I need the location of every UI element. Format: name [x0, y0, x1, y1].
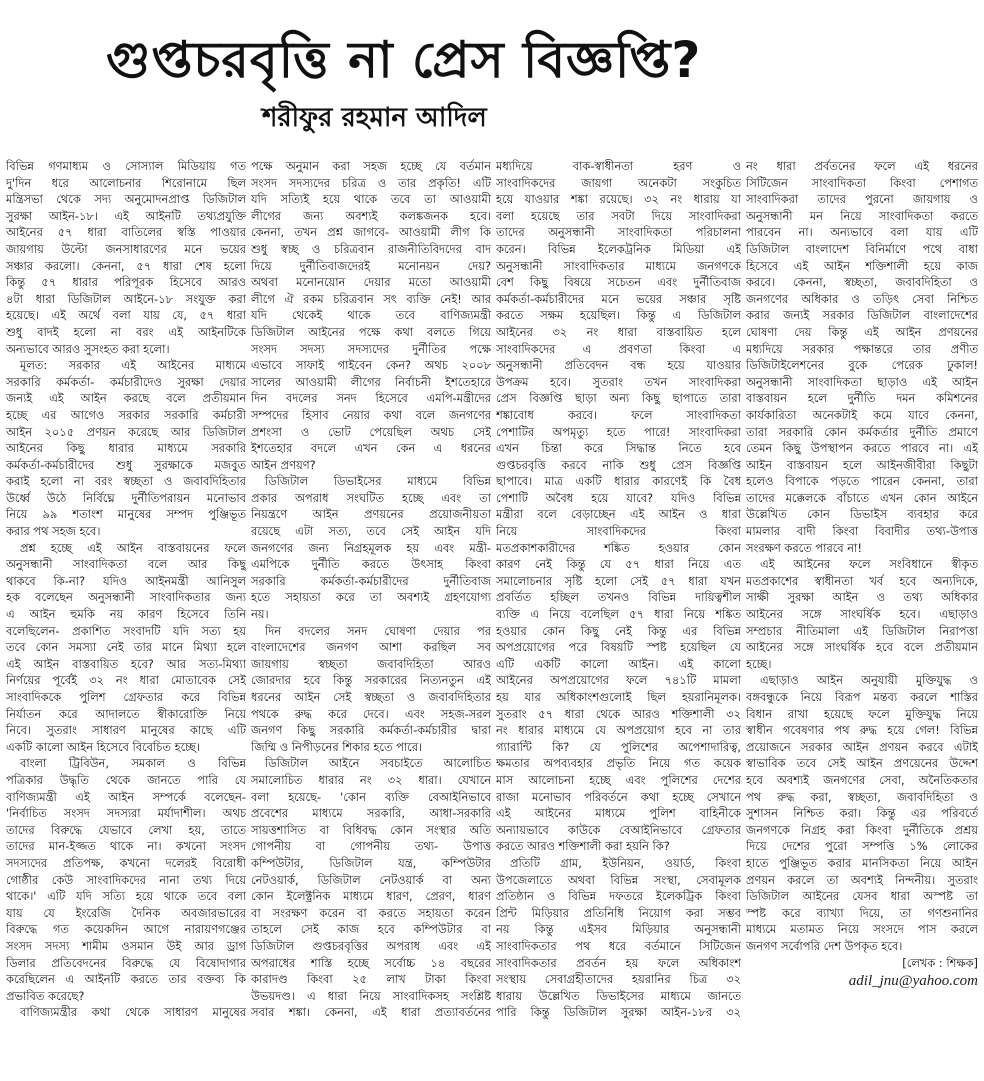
text-line: হতে সহায়তা করে তা অবশ্যই গ্রহণযোগ্য — [251, 590, 491, 605]
text-line: দু'দিন ধরে আলোচনার শিরোনামে ছিল — [6, 175, 246, 190]
text-line: সুশাসন নিশ্চিত করা। কিন্তু এর পরিবর্তে — [746, 806, 978, 821]
text-line: জনগণ কিছু সরকারি কর্মকর্তা-কর্মচারীর দ্বারা — [251, 723, 491, 738]
text-line: উপজেলাতে অথবা বিভিন্ন সংস্থা, সেবামূলক — [496, 872, 741, 887]
text-line: থাকবে কি-না? যদিও আইনমন্ত্রী আনিসুল — [6, 573, 246, 588]
text-line: অনুসন্ধানী সাংবাদিকতা ছাড়াও এই আইন — [746, 374, 978, 389]
byline: শরীফুর রহমান আদিল — [262, 103, 487, 133]
text-line: নিয়ন্ত্রণে আইন প্রণয়নের প্রয়োজনীয়তা — [251, 507, 491, 522]
text-line: এটি একটি কালো আইন। এই কালো — [496, 656, 741, 671]
text-line: তাদের বিরুদ্ধে যেভাবে লেখা হয়, তাতে — [6, 822, 246, 837]
text-line: এই আইনের ফলে সংবিধানে স্বীকৃত — [760, 557, 978, 572]
text-line: অনুসন্ধানী মন নিয়ে সাংবাদিকতা করতে — [746, 208, 978, 223]
text-line: সবার শঙ্কা। কেননা, এই ধারা প্রত্যাবর্তনের — [251, 1005, 491, 1020]
text-line: কেননা, তখন প্রশ্ন জাগবে- আওয়ামী লীগ কি — [251, 225, 491, 240]
text-line: হবে অবশ্যই জনগণের সেবা, অনৈতিকতার — [746, 772, 978, 787]
text-line: কিন্তু ৫৭ ধারার পরিপূরক হিসেবে আরও — [6, 275, 246, 290]
text-line: যায় যে ইংরেজি দৈনিক অবজারভারের — [6, 905, 246, 920]
text-line: বাংলা ট্রিবিউন, সমকাল ও বিভিন্ন — [20, 756, 246, 771]
text-line: সংসদ সদস্যদের চরিত্র ও তার প্রকৃতি! এটি — [251, 175, 491, 190]
text-line: ক্ষমতার অপব্যবহার প্রভৃতি নিয়ে গত কয়েক — [496, 756, 741, 771]
text-line: জনগণকে নিগ্রহ করা কিংবা দুর্নীতিকে প্রশ্রয় — [746, 822, 978, 837]
text-line: পেশাটি অবৈধ হয়ে যাবে? যদিও বিভিন্ন — [496, 490, 741, 505]
text-line: জায়গায় স্বচ্ছতা জবাবদিহিতা আরও — [251, 656, 491, 671]
text-line: জোরদার হবে কিন্তু সরকারের নিত্যনতুন এই — [251, 673, 491, 688]
text-line: নয়। — [251, 607, 269, 622]
text-line: বঙ্গবন্ধুকে নিয়ে বিরূপ মন্তব্য করলে শাস্তির — [746, 690, 978, 704]
text-line: সাংবাদিকতার প্রবর্তন হয় ফলে অধিকাংশ — [496, 955, 741, 970]
text-line: সুরক্ষা আইন-১৮। এই আইনটি তথ্যপ্রযুক্তি — [6, 208, 246, 223]
text-line: করবে। কেননা, স্বচ্ছতা, জবাবদিহিতা ও — [746, 275, 978, 290]
text-line: স্বাধীন গবেষণার পথ রুদ্ধ হয়ে গেল! বিভিন্ন — [746, 723, 978, 738]
article-column-2 — [251, 158, 491, 1021]
text-line: নির্যাতন করে আদালতে স্বীকারোক্তি নিয়ে — [6, 706, 246, 721]
text-line: বাণিজ্যমন্ত্রী এই আইন সম্পর্কে বলেছেন- — [6, 789, 246, 804]
text-line: সায়ত্তশাসিত বা বিধিবদ্ধ কোন সংস্থার অতি — [251, 822, 491, 837]
text-line: অন্যায়ভাবে কাউকে বেআইনিভাবে গ্রেফতার — [496, 822, 741, 837]
text-line: আইন প্রণয়ণ? — [251, 457, 316, 472]
text-line: করতে আরও শক্তিশালী করা হয়নি কি? — [496, 839, 670, 854]
text-line: এভাবে সাফাই গাইবেন কেন? অথচ ২০০৮ — [251, 358, 491, 373]
text-line: হচ্ছে এর আগেও সরকার সরকারি কর্মচারী — [6, 407, 246, 422]
text-line: যদি সত্যিই হয়ে থাকে তবে তা আওয়ামী — [251, 192, 491, 207]
text-line: মধ্যদিয়ে বাক-স্বাধীনতা হরণ ও — [496, 159, 741, 173]
text-line: প্রভাবিত করেছে? — [6, 988, 85, 1003]
text-line: এখন চিন্তা করে সিদ্ধান্ত নিতে হবে — [496, 441, 741, 456]
text-line: প্রবেশের মাধ্যমে সরকারি, আধা-সরকারি — [251, 806, 491, 821]
text-line: ডিজিটাল আইনের যেসব ধারা অস্পষ্ট তা — [746, 889, 978, 904]
text-line: ডিজিটাল বাংলাদেশ বিনির্মাণে পথে বাধা — [746, 241, 978, 256]
text-line: সিটিজেন সাংবাদিকতা কিংবা পেশাগত — [746, 175, 978, 190]
text-line: সাক্ষী সুরক্ষা আইন ও তথ্য অধিকার — [746, 590, 978, 605]
text-line: অনুসন্ধানী সাংবাদিকতার মাধ্যমে জনগণকে — [496, 258, 741, 273]
text-line: কম্পিউটার, ডিজিটাল যন্ত্র, কম্পিউটার — [251, 855, 491, 870]
text-line: জন্যই এই আইন করছে বলে প্রতীয়মান — [6, 391, 246, 406]
text-line: থাকে।' এটি যদি সত্যি হয়ে থাকে তবে বলা — [6, 889, 246, 904]
author-email-link[interactable]: adil_jnu@yahoo.com — [848, 973, 978, 990]
text-line: তবে কোন সমস্যা নেই তার মানে মিথ্যা হলে — [6, 640, 246, 655]
text-line: জনগণের অধিকার ও তড়িৎ সেবা নিশ্চিত — [746, 291, 978, 306]
text-line: কর্মকর্তা-কর্মচারীদের শুধু সুরক্ষাকে মজবুত — [6, 457, 246, 472]
text-line: একটি কালো আইন হিসেবে বিবেচিত হচ্ছে। — [6, 739, 200, 754]
text-line: এমপিকে দুর্নীতি করতে উৎসাহ কিংবা — [251, 557, 491, 572]
text-line: মধ্যদিয়ে সরকার পক্ষান্তরে তার প্রণীত — [746, 341, 978, 356]
text-line: বাণিজ্যমন্ত্রীর কথা থেকে সাধারণ মানুষের — [20, 1005, 246, 1020]
text-line: জিম্মি ও নিপীড়নের শিকার হতে পারে। — [251, 739, 423, 754]
text-line: সরকারি কর্মকর্তা- কর্মচারীদেও সুরক্ষা দেয়ার — [6, 374, 246, 389]
text-line: জনগণের জন্য নিগ্রহমূলক হয় এবং মন্ত্রী- — [251, 540, 491, 555]
text-line: হয়েছে। এই অর্থে বলা যায় যে, ৫৭ ধারা — [6, 308, 246, 323]
text-line: সাংবাদিকতার পথ ধরে বর্তমানে সিটিজেন — [496, 938, 741, 953]
text-line: প্রকার অপরাধ সংঘটিত হচ্ছে এবং তা — [251, 490, 491, 505]
text-line: সদস্যদের প্রতিপক্ষ, কখনো দলেরই বিরোধী — [6, 855, 246, 870]
text-line: তাদের মক্কেলকে বাঁচাতে এখন কোন আইনে — [746, 490, 978, 505]
text-line: করাই হলো না বরং স্বচ্ছতা ও জবাবদিহিতার — [6, 474, 246, 489]
text-line: নিয়ে সাংবাদিকদের কিংবা — [496, 524, 741, 539]
text-line: উর্ধ্বে উঠে নির্বিঘ্নে দুর্নীতিপরায়ন মনোভাব — [6, 490, 246, 505]
text-line: শঙ্কাবোধ করবে। ফলে সাংবাদিকতা — [496, 407, 741, 422]
text-line: শুধু স্বচ্ছ ও চরিত্রবান রাজনীতিবিদদের বাদ — [251, 241, 491, 256]
article-column-1 — [6, 158, 246, 1021]
text-line: তেমন কিছু উপস্থাপন করতে পারবে না। এই — [746, 441, 978, 456]
text-line: এই আইন বাস্তবায়িত হবে? আর সত্য-মিথ্যা — [6, 656, 246, 671]
text-line: সাংবাদিকদের এ প্রবণতা কিংবা এ — [496, 341, 741, 356]
text-line: কারণ নেই কিন্তু যে ৫৭ ধারা নিয়ে এত — [496, 557, 741, 572]
text-line: সংসদ সদস্য সদস্যদের দুর্নীতির পক্ষে — [251, 341, 491, 356]
text-line: কোন ইলেক্ট্রনিক মাধ্যমে ধারণ, প্রেরণ, ধারণ — [251, 889, 491, 904]
text-line: অনুসন্ধানী সাংবাদিকতা বলে আর কিছু — [6, 557, 246, 572]
text-line: আইনের ৫৭ ধারা বাতিলের স্বস্তি পাওয়ার — [6, 225, 246, 240]
text-line: পারি কিন্তু ডিজিটাল সুরক্ষা আইন-১৮র ৩২ — [496, 1005, 741, 1020]
headline: গুপ্তচরবৃত্তি না প্রেস বিজ্ঞপ্তি? — [106, 31, 702, 89]
text-line: আইন বাস্তবায়ন হলে আইনজীবীরা কিছুটা — [746, 457, 978, 472]
text-line: কারাদণ্ড কিংবা ২৫ লাখ টাকা কিংবা — [251, 972, 491, 987]
text-line: শুধু বাদই হলো না বরং এই আইনটিকে — [6, 324, 246, 339]
text-line: বলা হয়েছে তার সবটা দিয়ে সাংবাদিকরা — [496, 208, 741, 223]
text-line: ডিজিটাল আইনের পক্ষে কথা বলতে গিয়ে — [251, 324, 491, 339]
text-line: করেছিলেন এ আইনটি করতে তার বক্তব্য কি — [6, 972, 246, 987]
text-line: হক বলেছেন অনুসন্ধানী সাংবাদিকতার জন্য — [6, 590, 246, 605]
text-line: প্রবর্তিত হচ্ছিল তখনও বিভিন্ন দায়িত্বশীল — [496, 590, 741, 605]
text-line: কর্মকর্তা-কর্মচারীদের মনে ভয়ের সঞ্চার সৃষ্টি — [496, 291, 741, 306]
text-line: বেশ কিছু বিষয়ে সচেতন এবং দুর্নীতিবাজ — [496, 275, 741, 290]
text-line: হচ্ছে। — [746, 656, 772, 671]
text-line: আইনের সঙ্গে সাংঘর্ষিক হবে বলে প্রতীয়মান — [746, 640, 978, 655]
text-line: তাহলে সেই কাজ হবে কম্পিউটার বা — [251, 922, 491, 937]
text-line: দিন বদলের সনদ ঘোষণা দেয়ার পর — [265, 623, 491, 638]
text-line: সালের আওয়ামী লীগের নির্বাচনী ইশতেহারে — [251, 374, 491, 389]
text-line: বলেছিলেন- প্রকাশিত সংবাদটি যদি সত্য হয় — [6, 623, 246, 638]
text-line: করেন। বিভিন্ন ইলেকট্রনিক মিডিয়া এই — [496, 241, 741, 256]
text-line: ঘোষণা দেয় কিন্তু এই আইন প্রণয়নের — [746, 324, 978, 339]
text-line: প্রতিটি গ্রাম, ইউনিয়ন, ওয়ার্ড, কিংবা — [510, 855, 741, 870]
text-line: ব্যক্তি এ নিয়ে বলেছিল ৫৭ ধারা নিয়ে শঙ্কিত — [496, 607, 741, 622]
text-line: নয় কিন্তু এইসব মিড়িয়ার অনুসন্ধানী — [496, 922, 741, 937]
text-line: স্পষ্ট করে ব্যাখ্যা দিয়ে, তা গণশুনানির — [746, 905, 978, 920]
text-line: সুতরাং ৫৭ ধারা থেকে আরও শক্তিশালী ৩২ — [496, 706, 741, 721]
text-line: আইনের কিছু ধারার মাধ্যমে সরকারি — [6, 441, 246, 456]
text-line: গ্যারান্টি কি? যে পুলিশের অপেশাদারিত্ব, — [496, 739, 741, 754]
text-line: করার জন্যই সরকার ডিজিটাল বাংলাদেশের — [746, 308, 978, 323]
text-line: অন্যভাবে আরও সুসংহত করা হলো। — [6, 341, 170, 356]
text-line: এছাড়াও আইন অনুযায়ী মুক্তিযুদ্ধ ও — [760, 673, 978, 688]
text-line: লীগে ঐ রকম চরিত্রবান সৎ ব্যক্তি নেই! আর — [251, 291, 491, 306]
text-line: সঞ্চার করলো। কেননা, ৫৭ ধারা শেষ হলো — [6, 258, 246, 273]
text-line: পেশাটির অপমৃত্যু হতে পারে! সাংবাদিকরা — [496, 424, 741, 439]
text-line: ডিজিটাল গুপ্তচরবৃত্তির অপরাধ এবং এই — [251, 938, 491, 953]
text-line: প্রশংসা ও ভোট পেয়েছিল অথচ সেই — [251, 424, 491, 439]
text-line: রাজা মনোভাব পরিবর্তনে কথা হচ্ছে সেখানে — [496, 789, 741, 804]
text-line: প্রিন্ট মিড়িয়ার প্রতিনিধি নিয়োগ করা সম্ভব — [496, 905, 741, 920]
text-line: মামলার বাদী কিংবা বিবাদীর তথ্য-উপাত্ত — [746, 524, 978, 539]
text-line: ডিজিটাল আইনে সবচাইতে আলোচিত — [265, 756, 491, 771]
text-line: প্রণয়ন করলে তা অবশ্যই নিন্দনীয়। সুতরাং — [746, 872, 978, 887]
text-line: মতপ্রকাশের স্বাধীনতা খর্ব হবে অন্যদিকে, — [746, 573, 978, 588]
text-line: কার্যকারিতা অনেকটাই কমে যাবে কেননা, — [746, 407, 978, 422]
text-line: করতে সক্ষম হয়েছিল। কিন্তু এ ডিজিটাল — [496, 308, 741, 323]
text-line: রয়েছে এটা সত্য, তবে সেই আইন যদি — [251, 524, 491, 539]
text-line: পথকে রুদ্ধ করে দেবে। এবং সহজ-সরল — [251, 706, 491, 721]
text-line: নেটওয়ার্ক, ডিজিটাল নেটওয়ার্ক বা অন্য — [251, 872, 491, 887]
text-line: নং ধারা প্রর্বতনের ফলে এই ধরনের — [746, 159, 978, 173]
text-line: এ আইন হুমকি নয় কারণ হিসেবে তিনি — [6, 607, 246, 622]
text-line: বলা হয়েছে- 'কোন ব্যক্তি বেআইনিভাবে — [251, 789, 491, 804]
text-line: লীগের জন্য অবশ্যই কলঙ্কজনক হবে। — [251, 208, 491, 223]
text-line: এই আইনের মাধ্যমে পুলিশ বাহিনীকে — [496, 806, 741, 821]
text-line: অপরাধের শাস্তি হচ্ছে সর্বোচ্চ ১৪ বছরের — [251, 955, 491, 970]
text-line: স্বাভাবিক তবে সেই আইন প্রণয়েনের উদ্দেশ — [746, 756, 978, 771]
text-line: জায়গায় উল্টো জনসাধারণের মনে ভয়ের — [6, 241, 246, 256]
text-line: তাদের অনুসন্ধানী সাংবাদিকতা পরিচালনা — [496, 225, 741, 240]
text-line: দিন বদলের সনদ হিসেবে এমপি-মন্ত্রীদের — [251, 391, 491, 406]
text-line: নং ধারার মাধ্যমে যে অপপ্রয়োগ হবে না তার — [496, 723, 741, 738]
text-line: হওয়ার কোন কিছু নেই কিন্তু এর বিভিন্ন — [496, 623, 741, 638]
text-line: হাতে পুঞ্জিভূত করার মানসিকতা নিয়ে আইন — [746, 855, 978, 870]
text-line: হয় যার অধিকাংশগুলোই ছিল হয়রানিমূলক। — [496, 690, 741, 704]
text-line: হিসেবে এই আইন শক্তিশালী হয়ে কাজ — [746, 258, 978, 273]
text-line: সরকারি কর্মকর্তা-কর্মচারীদের দুর্নীতিবাজ — [251, 573, 491, 588]
text-line: বিরুদ্ধে গত কয়েকদিন আগে নারায়ণগঞ্জের — [6, 922, 246, 937]
text-line: পক্ষে অনুমান করা সহজ হচ্ছে যে বর্তমান — [251, 159, 491, 173]
column-4-lines — [746, 158, 978, 955]
text-line: সমালোচনার সৃষ্টি হলো সেই ৫৭ ধারা যখন — [496, 573, 741, 588]
text-line: গোষ্ঠীর কেউ সাংবাদিকদের নানা তথ্য দিয়ে — [6, 872, 246, 887]
text-line: মন্ত্রিসভা থেকে সদ্য অনুমোদনপ্রাপ্ত ডিজিটাল — [6, 192, 246, 207]
text-line: সংস্থায় সেবাগ্রহীতাদের হয়রানির চিত্র ৩২ — [496, 972, 741, 987]
text-line: সাংবাদিকরা তাদের পুরনো জায়গায় ও — [746, 192, 978, 207]
text-line: আইন ২০১৫ প্রণয়ন করেছে আর ডিজিটাল — [6, 424, 246, 439]
article-column-3 — [496, 158, 741, 1021]
text-line: প্রতিষ্ঠান ও বিভিন্ন দফতরে ইলেকট্রিক কিংবা — [496, 889, 741, 904]
text-line: বাংলাদেশের জনগণ আশা করছিল সব — [251, 640, 491, 655]
text-line: ৪টা ধারা ডিজিটাল আইনে-১৮ সংযুক্ত করা — [6, 291, 246, 306]
text-line: বা সংরক্ষণ করেন বা করতে সহায়তা করেন — [251, 905, 491, 920]
text-line: নির্ণয়ের পূর্বেই ৩২ নং ধারা মোতাবেক সেই — [6, 673, 246, 688]
text-line: ধরনের আইন সেই স্বচ্ছতা ও জবাবদিহিতার — [251, 690, 491, 704]
text-line: তাদের মান-ইজ্জত থাকে না। কখনো সংসদ — [6, 839, 246, 854]
text-line: ধারায় উল্লেখিত ডিভাইসের মাধ্যমে জানতে — [496, 988, 741, 1003]
text-line: ডিজিটাল ডিভাইসের মাধ্যমে বিভিন্ন — [265, 474, 491, 489]
author-note: [লেখক : শিক্ষক] — [902, 955, 978, 970]
text-line: আইনের সঙ্গে সাংঘর্ষিক হবে। এছাড়াও — [746, 607, 978, 622]
text-line: গুপ্তচরবৃত্তি করবে নাকি শুধু প্রেস বিজ্ঞপ্তি — [496, 457, 741, 472]
text-line: নিবে। সুতরাং সাধারণ মানুষের কাছে এটি — [6, 723, 246, 738]
text-line: অপপ্রয়োগের পরে বিষয়টি স্পষ্ট হয়েছিল যে — [496, 640, 741, 655]
text-line: গোপনীয় বা গোপনীয় তথ্য- উপাত্ত — [251, 839, 491, 854]
text-line: বিভিন্ন গণমাধ্যম ও সোস্যাল মিডিয়ায় গত — [6, 159, 246, 173]
text-line: পথ রুদ্ধ করা, স্বচ্ছতা, জবাবদিহিতা ও — [746, 789, 978, 804]
text-line: দিয়ে দেশের পুরো সম্পত্তি ১% লোকের — [746, 839, 978, 854]
text-line: করার পথ সহজ হবে। — [6, 524, 101, 539]
text-line: উপক্রম হবে। সুতরাং তখন সাংবাদিকরা — [496, 374, 741, 389]
text-line: পত্রিকার উদ্ধৃতি থেকে জানতে পারি যে — [6, 772, 246, 787]
text-line: তারা সরকারি কোন কর্মকর্তার দুর্নীতি প্রমাণে — [746, 424, 978, 439]
text-line: ডিজিটাইলেশনের বুকে পেরেক ঢুকাল! — [746, 358, 978, 373]
text-line: প্রেস বিজ্ঞপ্তি ছাড়া অন্য কিছু ছাপাতে তারা — [496, 391, 741, 406]
text-line: বিধান রাখা হয়েছে ফলে মুক্তিযুদ্ধ নিয়ে — [746, 706, 978, 721]
text-line: আইনের অপপ্রয়োগের ফলে ৭৪১টি মামলা — [496, 673, 741, 688]
article-column-4 — [746, 158, 978, 991]
text-line: সাংবাদিককে পুলিশ গ্রেফতার করে বিভিন্ন — [6, 690, 246, 704]
text-line: পারবেন না। অন্যভাবে বলা যায় এটি — [746, 225, 978, 240]
text-line: ছাপাবে। মাত্র একটি ধারার কারণেই কি বৈধ — [496, 474, 741, 489]
text-line: নিয়ে ৯৯ শতাংশ মানুষের সম্পদ পুঞ্জিভূত — [6, 507, 246, 522]
text-line: 'নির্বাচিত সংসদ সদস্যরা মর্যাদাশীল। অথচ — [6, 806, 246, 821]
text-line: মতপ্রকাশকারীদের শঙ্কিত হওয়ার কোন — [496, 540, 741, 555]
text-line: যদি থেকেই থাকে তবে বাণিজ্যমন্ত্রী — [251, 308, 491, 323]
text-line: সম্পদের হিসাব নেয়ার কথা বলে জনগণের — [251, 407, 491, 422]
text-line: অথবা মনোনয়োন দেয়ার মতো আওয়ামী — [251, 275, 491, 290]
text-line: আইনের ৩২ নং ধারা বাস্তবায়িত হলে — [496, 324, 741, 339]
text-line: মন্ত্রীরা বলে বেড়াচ্ছেন এই আইন ও ধারা — [496, 507, 741, 522]
text-line: হলেও বিপাকে পড়তে পারেন কেননা, তারা — [746, 474, 978, 489]
text-line: অনুসন্ধানী প্রতিবেদন বন্ধ হয়ে যাওয়ার — [496, 358, 741, 373]
text-line: প্রশ্ন হচ্ছে এই আইন বাস্তবায়নের ফলে — [20, 540, 246, 555]
text-line: বাস্তবায়ন হলে দুর্নীতি দমন কমিশনের — [746, 391, 978, 406]
text-line: উভয়দণ্ড। এ ধারা নিয়ে সাংবাদিকসহ সংশ্লিষ্ট — [251, 988, 491, 1003]
text-line: সংরক্ষণ করতে পারবে না! — [746, 540, 862, 555]
text-line: সাংবাদিকদের জায়গা অনেকটা সংকুচিত — [496, 175, 741, 190]
text-line: ইশতেহার বদলে এখন কেন এ ধরনের — [251, 441, 491, 456]
text-line: উল্লেখিত কোন ডিভাইস ব্যবহার করে — [746, 507, 978, 522]
text-line: সংসদ সদস্য শামীম ওসমান উই আর ড্রাগ — [6, 938, 246, 953]
text-line: মাস আলোচনা হচ্ছে এবং পুলিশের দেশের — [496, 772, 741, 787]
text-line: মাধ্যমে মতামত নিয়ে সংসদে পাস করলে — [746, 922, 978, 937]
text-line: সম্প্রচার নীতিমালা এই ডিজিটাল নিরাপত্তা — [746, 623, 978, 638]
text-line: হয়ে যাওয়ার শঙ্কা রয়েছে। ৩২ নং ধারায় যা — [496, 192, 741, 207]
text-line: জনগণ সর্বোপরি দেশ উপকৃত হবে। — [746, 938, 903, 953]
text-line: প্রয়োজনে সরকার আইন প্রণয়ন করবে এটাই — [746, 739, 978, 754]
text-line: দিয়ে দুর্নীতিবাজদেরই মনোনয়ন দেয়? — [251, 258, 491, 273]
text-line: ডিলার প্রতিবেদনের বিরুদ্ধে যে বিষোদাগার — [6, 955, 246, 970]
text-line: মূলত: সরকার এই আইনের মাধ্যমে — [20, 358, 246, 373]
text-line: সমালোচিত ধারার নং ৩২ ধারা। যেখানে — [251, 772, 491, 787]
